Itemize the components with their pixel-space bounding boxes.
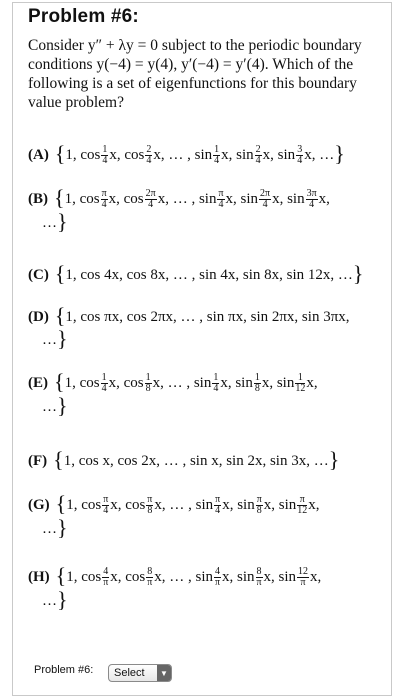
option-g: (G) {1, cos $\frac{\pi}{4}$ x, cos $\frac{\pi}{8}$ x, … , sin $\frac{\pi}{4}$ x, sin $\frac{\pi}{8}$ x, sin $\frac{\pi}{12}$ x, …} bbox=[28, 494, 384, 539]
close-brace: } bbox=[57, 326, 68, 351]
option-label: (E) bbox=[28, 375, 48, 391]
fraction: $\frac{\pi}{8}$ bbox=[256, 494, 262, 517]
fraction: $\frac{8}{\pi}$ bbox=[147, 566, 153, 589]
close-brace: } bbox=[352, 261, 364, 286]
fraction: $\frac{2\pi}{4}$ bbox=[260, 188, 271, 211]
open-brace: { bbox=[54, 261, 66, 286]
fraction: $\frac{\pi}{4}$ bbox=[218, 188, 224, 211]
open-brace: { bbox=[54, 185, 65, 210]
option-label: (F) bbox=[28, 453, 48, 469]
option-continuation: …} bbox=[42, 393, 68, 419]
problem-title: Problem #6: bbox=[28, 6, 139, 27]
option-label: (D) bbox=[28, 309, 49, 325]
fraction: $\frac{1}{4}$ bbox=[101, 372, 107, 395]
option-continuation: …} bbox=[42, 515, 68, 541]
fraction: $\frac{3}{4}$ bbox=[297, 144, 303, 167]
option-label: (B) bbox=[28, 191, 48, 207]
open-brace: { bbox=[55, 563, 67, 588]
fraction: $\frac{\pi}{12}$ bbox=[297, 494, 308, 517]
chevron-down-icon: ▼ bbox=[157, 665, 171, 681]
option-label: (C) bbox=[28, 267, 49, 283]
fraction: $\frac{1}{12}$ bbox=[295, 372, 306, 395]
option-continuation: …} bbox=[42, 326, 68, 351]
problem-statement: Consider y″ + λy = 0 subject to the periodic boundary conditions y(−4) = y(4), y′(−4) = y′(4). Which of the following is a set of eigenfunctions for this boundary value problem? bbox=[28, 37, 362, 111]
open-brace: { bbox=[54, 369, 65, 394]
open-brace: { bbox=[55, 491, 67, 516]
option-e: (E) {1, cos $\frac{1}{4}$ x, cos $\frac{1}{8}$ x, … , sin $\frac{1}{4}$ x, sin $\frac{1}{8}$ x, sin $\frac{1}{12}$ x, …} bbox=[28, 372, 384, 417]
fraction: $\frac{\pi}{4}$ bbox=[103, 494, 109, 517]
fraction: $\frac{8}{\pi}$ bbox=[256, 566, 262, 589]
close-brace: } bbox=[334, 141, 345, 166]
option-d: (D) {1, cos πx, cos 2πx, … , sin πx, sin 2πx, sin 3πx, …} bbox=[28, 306, 384, 350]
option-label: (H) bbox=[28, 569, 50, 585]
option-c: (C) {1, cos 4x, cos 8x, … , sin 4x, sin 8x, sin 12x, …} bbox=[28, 261, 364, 286]
fraction: $\frac{4}{\pi}$ bbox=[214, 566, 221, 589]
fraction: $\frac{1}{8}$ bbox=[145, 372, 151, 395]
close-brace: } bbox=[57, 209, 68, 235]
option-h: (H) {1, cos $\frac{4}{\pi}$ x, cos $\frac{8}{\pi}$ x, … , sin $\frac{4}{\pi}$ x, sin $\frac{8}{\pi}$ x, sin $\frac{12}{\pi}$ x, …} bbox=[28, 566, 384, 611]
option-f: (F) {1, cos x, cos 2x, … , sin x, sin 2x, sin 3x, …} bbox=[28, 447, 340, 472]
fraction: $\frac{1}{8}$ bbox=[254, 372, 260, 395]
close-brace: } bbox=[57, 393, 68, 419]
open-brace: { bbox=[53, 447, 64, 472]
option-a: (A) {1, cos $\frac{1}{4}$ x, cos $\frac{2}{4}$ x, … , sin $\frac{1}{4}$ x, sin $\frac{2}{4}$ x, sin $\frac{3}{4}$ x, …} bbox=[28, 141, 345, 167]
fraction: $\frac{4}{\pi}$ bbox=[103, 566, 109, 589]
fraction: $\frac{\pi}{4}$ bbox=[215, 494, 221, 517]
fraction: $\frac{3\pi}{4}$ bbox=[306, 188, 317, 211]
fraction: $\frac{2}{4}$ bbox=[146, 144, 152, 167]
fraction: $\frac{\pi}{4}$ bbox=[101, 188, 107, 211]
fraction: $\frac{\pi}{8}$ bbox=[147, 494, 153, 517]
select-value: Select bbox=[114, 667, 145, 679]
close-brace: } bbox=[57, 587, 68, 613]
option-label: (G) bbox=[28, 497, 50, 513]
option-b: (B) {1, cos $\frac{\pi}{4}$ x, cos $\frac{2\pi}{4}$ x, … , sin $\frac{\pi}{4}$ x, sin $\frac{2\pi}{4}$ x, sin $\frac{3\pi}{4}$ x, …} bbox=[28, 188, 384, 233]
answer-select[interactable] bbox=[108, 664, 172, 682]
option-continuation: …} bbox=[42, 209, 68, 235]
fraction: $\frac{12}{\pi}$ bbox=[298, 566, 309, 589]
open-brace: { bbox=[54, 303, 66, 328]
option-label: (A) bbox=[28, 147, 49, 163]
fraction: $\frac{2\pi}{4}$ bbox=[145, 188, 156, 211]
open-brace: { bbox=[54, 141, 66, 166]
fraction: $\frac{1}{4}$ bbox=[214, 144, 220, 167]
fraction: $\frac{1}{4}$ bbox=[213, 372, 219, 395]
answer-label: Problem #6: bbox=[34, 664, 94, 676]
close-brace: } bbox=[57, 515, 68, 541]
fraction: $\frac{1}{4}$ bbox=[102, 144, 108, 167]
fraction: $\frac{2}{4}$ bbox=[255, 144, 261, 167]
option-continuation: …} bbox=[42, 587, 68, 613]
close-brace: } bbox=[328, 447, 340, 472]
